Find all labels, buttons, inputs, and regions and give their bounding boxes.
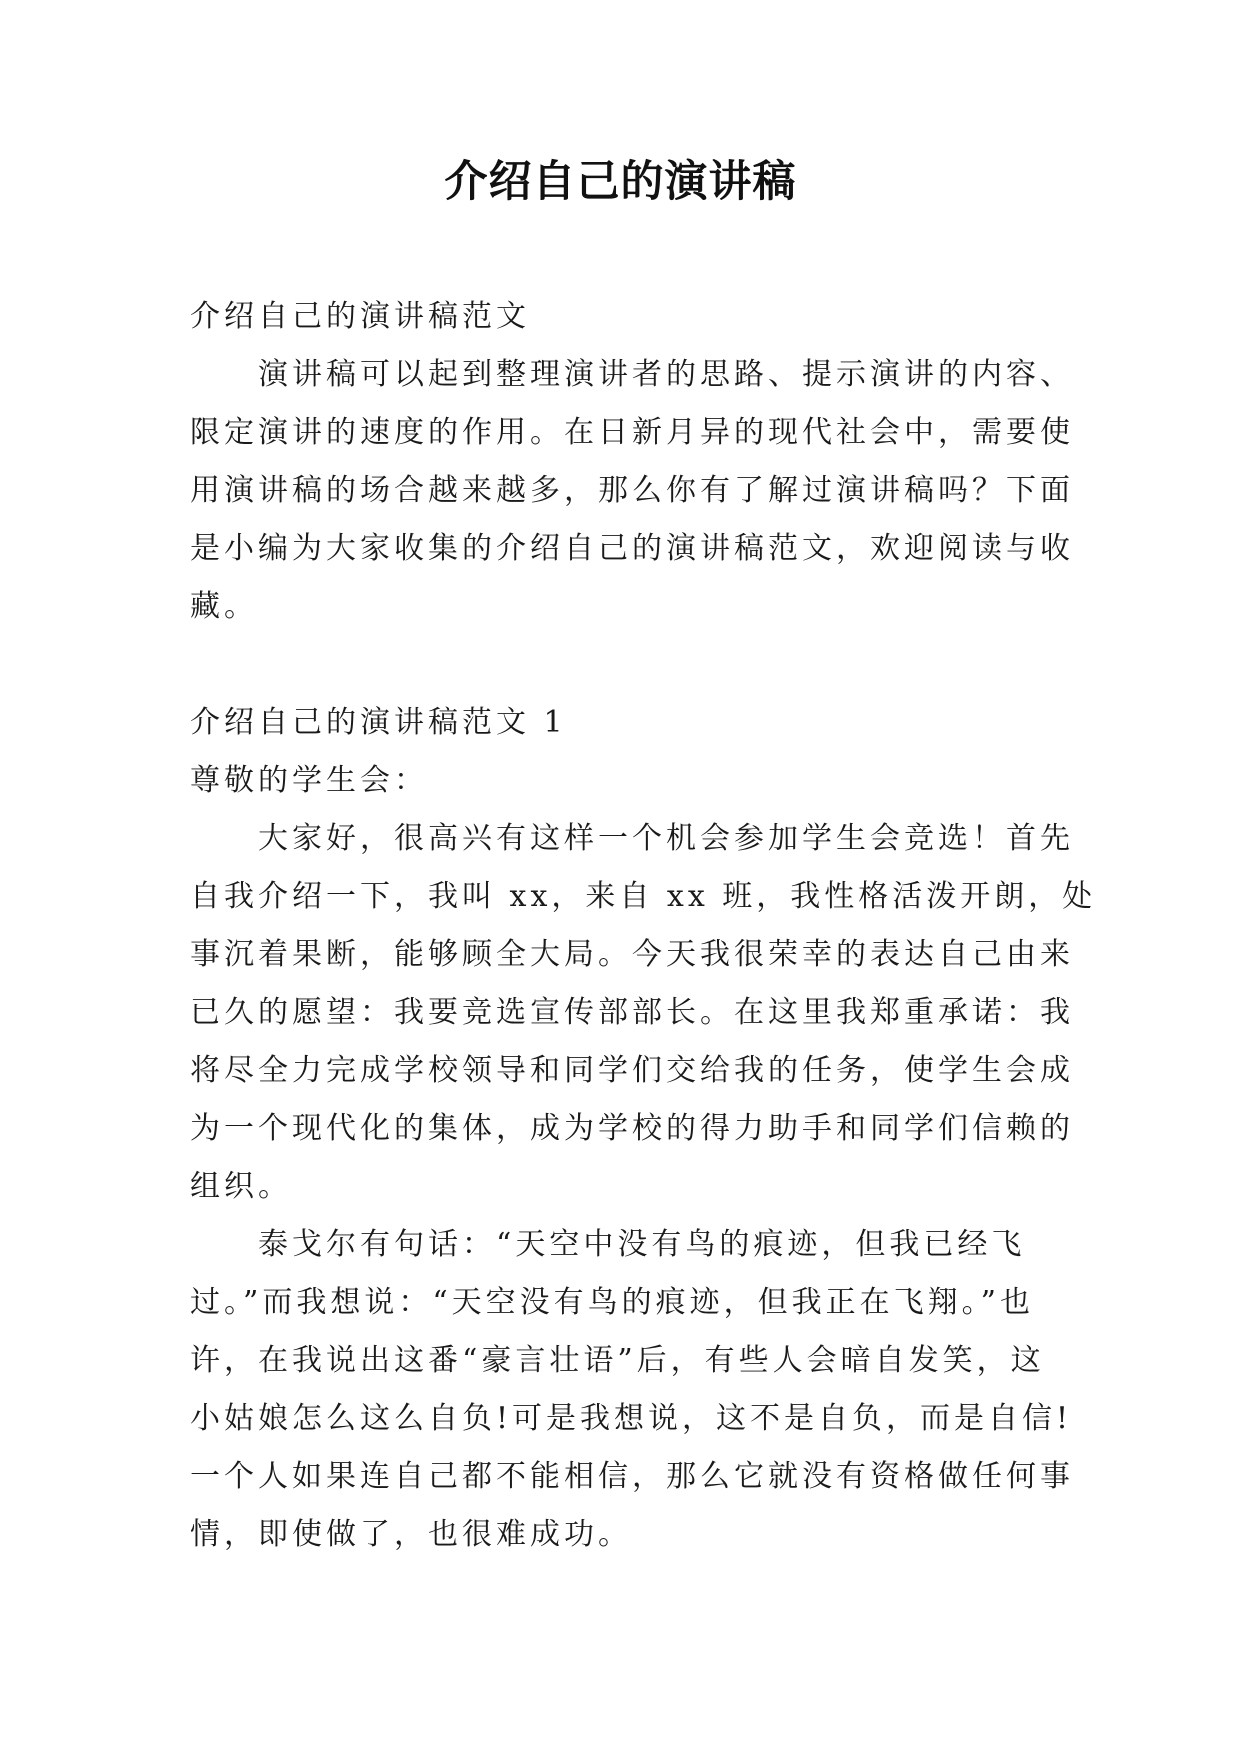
intro-line: 藏。 (190, 589, 258, 624)
paragraph-line: 事沉着果断，能够顾全大局。今天我很荣幸的表达自己由来 (190, 937, 1074, 972)
paragraph-line: 过。”而我想说：“天空没有鸟的痕迹，但我正在飞翔。”也 (190, 1285, 1035, 1320)
paragraph-line: 自我介绍一下，我叫 xx，来自 xx 班，我性格活泼开朗，处 (190, 879, 1097, 914)
paragraph-line: 小姑娘怎么这么自负!可是我想说，这不是自负，而是自信! (190, 1401, 1073, 1436)
main-heading: 介绍自己的演讲稿范文 (190, 299, 530, 334)
document-body (190, 288, 1097, 1564)
intro-line: 限定演讲的速度的作用。在日新月异的现代社会中，需要使 (190, 415, 1074, 450)
intro-line: 用演讲稿的场合越来越多，那么你有了解过演讲稿吗？下面 (190, 473, 1074, 508)
paragraph-line: 泰戈尔有句话：“天空中没有鸟的痕迹，但我已经飞 (258, 1227, 1026, 1262)
intro-line: 是小编为大家收集的介绍自己的演讲稿范文，欢迎阅读与收 (190, 531, 1074, 566)
paragraph-line: 为一个现代化的集体，成为学校的得力助手和同学们信赖的 (190, 1111, 1074, 1146)
paragraph-line: 将尽全力完成学校领导和同学们交给我的任务，使学生会成 (190, 1053, 1074, 1088)
paragraph-line: 情，即使做了，也很难成功。 (190, 1517, 632, 1552)
section-heading: 介绍自己的演讲稿范文 1 (190, 705, 567, 740)
paragraph-line: 许，在我说出这番“豪言壮语”后，有些人会暗自发笑，这 (190, 1343, 1045, 1378)
salutation: 尊敬的学生会： (190, 763, 428, 798)
paragraph-line: 组织。 (190, 1169, 292, 1204)
paragraph-line: 已久的愿望：我要竞选宣传部部长。在这里我郑重承诺：我 (190, 995, 1074, 1030)
document-title: 介绍自己的演讲稿 (444, 157, 797, 207)
paragraph-line: 大家好，很高兴有这样一个机会参加学生会竞选！首先 (258, 821, 1074, 856)
intro-line: 演讲稿可以起到整理演讲者的思路、提示演讲的内容、 (258, 357, 1074, 392)
paragraph-line: 一个人如果连自己都不能相信，那么它就没有资格做任何事 (190, 1459, 1074, 1494)
